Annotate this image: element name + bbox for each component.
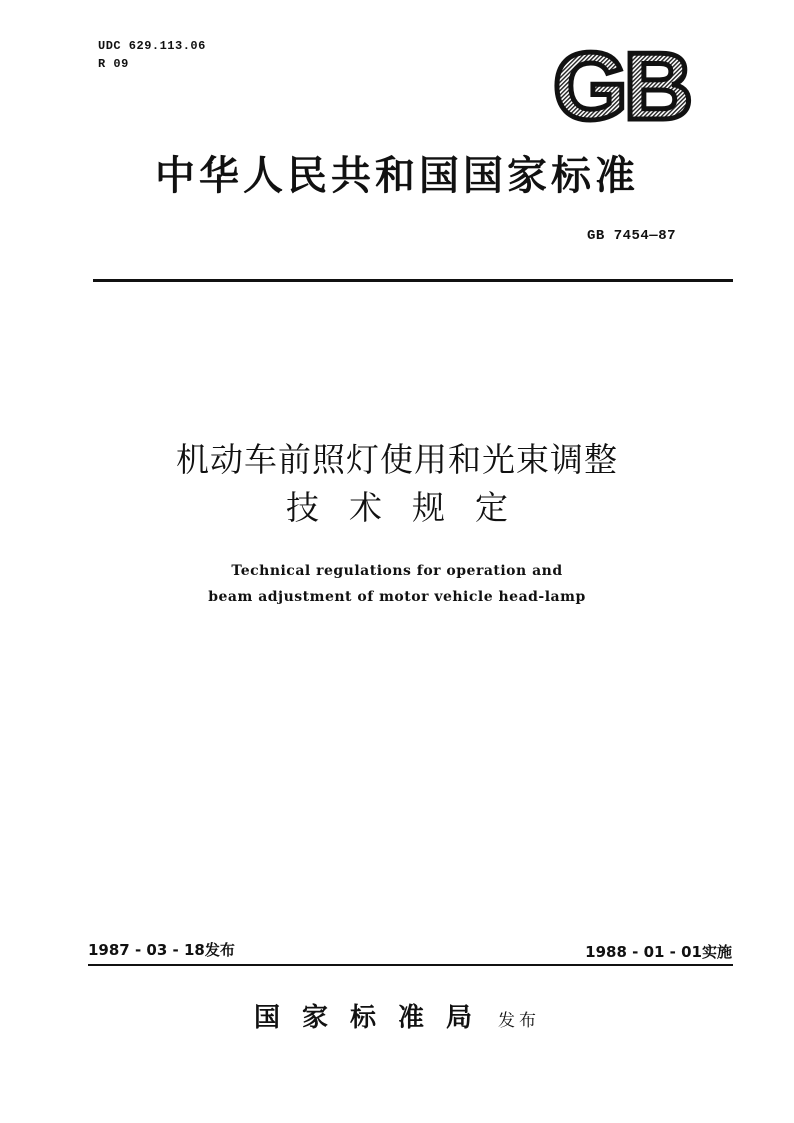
standard-type-title: 中华人民共和国国家标准	[155, 153, 639, 199]
footer-divider	[88, 964, 733, 966]
publisher-line	[0, 997, 794, 1034]
chinese-title-line-1: 机动车前照灯使用和光束调整	[176, 440, 618, 479]
gb-logo-graphic	[543, 43, 699, 127]
chinese-title-line-2: 技术规定	[286, 488, 538, 527]
chinese-title	[0, 436, 794, 532]
udc-code: UDC 629.113.06	[98, 39, 206, 53]
english-title	[0, 558, 794, 610]
standard-number: GB 7454—87	[586, 228, 676, 244]
gb-logo	[543, 43, 699, 127]
classification-block	[98, 38, 206, 74]
english-title-line-2: beam adjustment of motor vehicle head-lamp	[208, 589, 586, 605]
issue-date: 1987 - 03 - 18发布	[88, 941, 235, 959]
publisher-action: 发布	[498, 1011, 540, 1031]
header-divider	[93, 279, 733, 282]
effective-date: 1988 - 01 - 01实施	[585, 943, 732, 961]
publisher-organization: 国家标准局	[253, 1003, 494, 1033]
gb-logo-letters: GB	[553, 43, 689, 127]
english-title-line-1: Technical regulations for operation and	[231, 563, 563, 579]
classification-code: R 09	[98, 57, 129, 71]
